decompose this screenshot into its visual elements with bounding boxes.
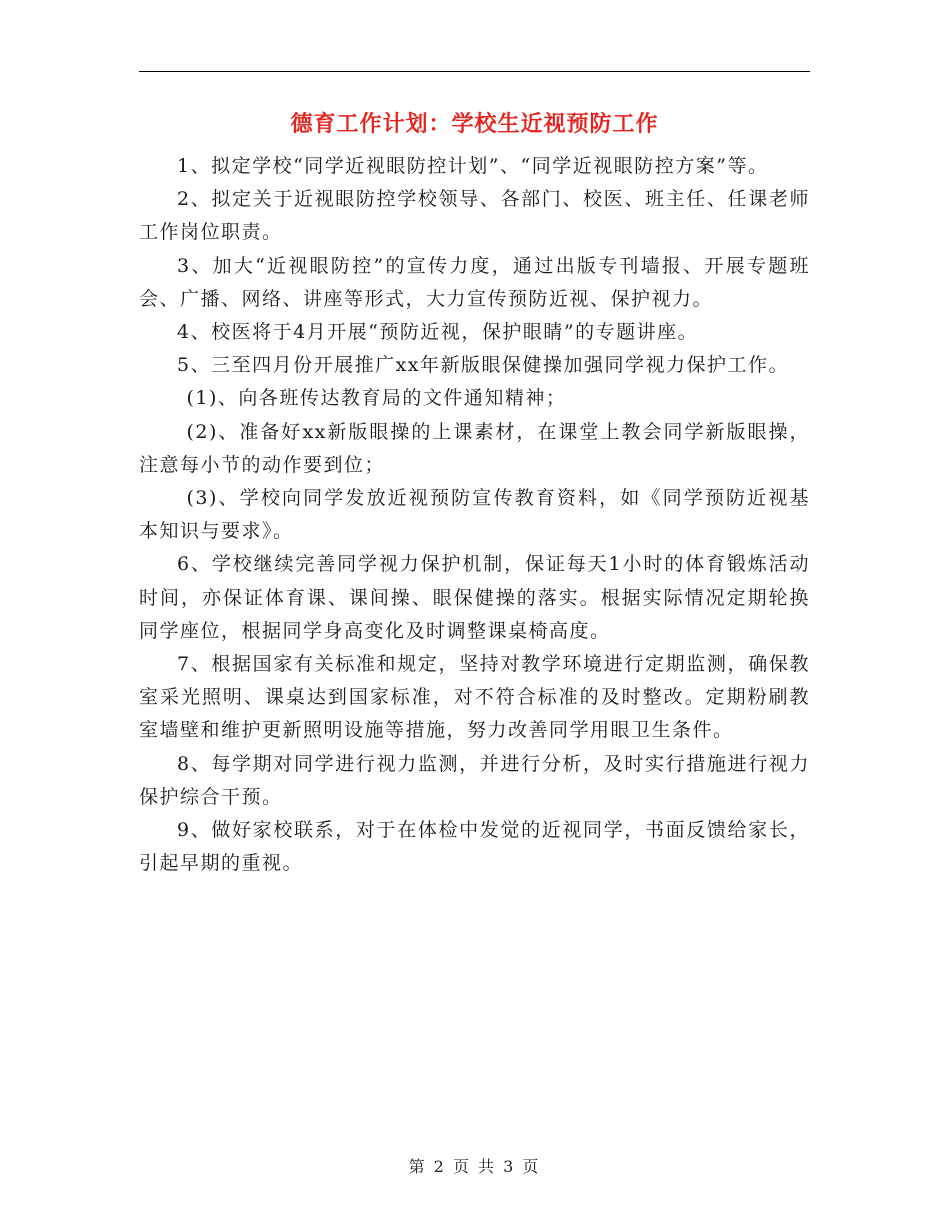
header-rule [139,71,810,72]
paragraph-8: 8、每学期对同学进行视力监测，并进行分析，及时实行措施进行视力保护综合干预。 [139,752,810,808]
page-number: 第 2 页 共 3 页 [408,1157,541,1176]
paragraph-3: 3、加大“近视眼防控”的宣传力度，通过出版专刊墙报、开展专题班会、广播、网络、讲座等形式，大力宣传预防近视、保护视力。 [139,254,810,310]
document-body [139,150,810,880]
paragraph-7: 7、根据国家有关标准和规定，坚持对教学环境进行定期监测，确保教室采光照明、课桌达到国家标准，对不符合标准的及时整改。定期粉刷教室墙壁和维护更新照明设施等措施，努力改善同学用眼卫生条件。 [139,653,810,742]
sub-item-2: (2)、准备好xx新版眼操的上课素材，在课堂上教会同学新版眼操，注意每小节的动作要到位； [139,420,810,476]
paragraph-5: 5、三至四月份开展推广xx年新版眼保健操加强同学视力保护工作。 [177,354,790,377]
paragraph-2: 2、拟定关于近视眼防控学校领导、各部门、校医、班主任、任课老师工作岗位职责。 [139,188,810,244]
paragraph-6: 6、学校继续完善同学视力保护机制，保证每天1小时的体育锻炼活动时间，亦保证体育课、课间操、眼保健操的落实。根据实际情况定期轮换同学座位，根据同学身高变化及时调整课桌椅高度。 [139,553,810,642]
paragraph-9: 9、做好家校联系，对于在体检中发觉的近视同学，书面反馈给家长，引起早期的重视。 [139,819,810,875]
sub-item-3: (3)、学校向同学发放近视预防宣传教育资料，如《同学预防近视基本知识与要求》。 [139,487,810,543]
sub-item-1: (1)、向各班传达教育局的文件通知精神； [186,387,567,410]
paragraph-4: 4、校医将于4月开展“预防近视，保护眼睛”的专题讲座。 [177,321,699,344]
document-title: 德育工作计划：学校生近视预防工作 [290,112,659,137]
paragraph-1: 1、拟定学校“同学近视眼防控计划”、“同学近视眼防控方案”等。 [177,155,769,177]
